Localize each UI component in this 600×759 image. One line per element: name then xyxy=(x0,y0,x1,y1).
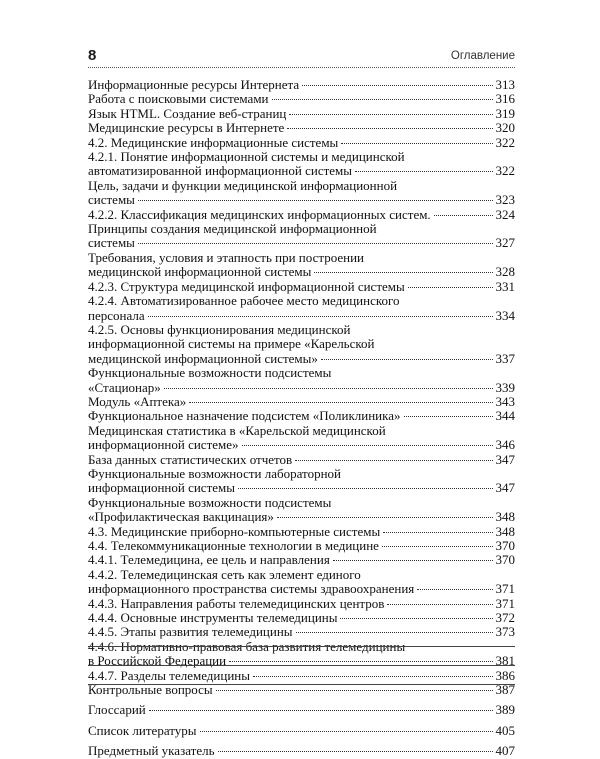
toc-entry-line xyxy=(88,136,515,150)
toc-entry-line xyxy=(88,703,515,717)
toc-page-number: 322 xyxy=(495,134,515,150)
toc-entry[interactable] xyxy=(88,92,515,106)
toc-entry[interactable] xyxy=(88,703,515,717)
dot-leader xyxy=(355,171,493,172)
toc-entry[interactable] xyxy=(88,136,515,150)
dot-leader xyxy=(434,215,493,216)
toc-entry[interactable] xyxy=(88,611,515,625)
toc-entry-title: Модуль «Аптека» xyxy=(88,393,187,409)
toc-entry[interactable] xyxy=(88,496,515,525)
dot-leader xyxy=(287,128,492,129)
toc-entry-title: Язык HTML. Создание веб-страниц xyxy=(88,105,287,121)
toc-entry-title: Список литературы xyxy=(88,722,197,738)
toc-entry-line xyxy=(88,352,515,366)
toc-page-number: 389 xyxy=(495,702,515,718)
toc-entry[interactable] xyxy=(88,625,515,639)
toc-entry-line xyxy=(88,683,515,697)
toc-entry-title: 4.4.3. Направления работы телемедицинских центров xyxy=(88,595,385,611)
toc-page-number: 319 xyxy=(495,105,515,121)
dot-leader xyxy=(295,460,492,461)
page-header xyxy=(88,47,515,69)
toc-entry-title: 4.4. Телекоммуникационные технологии в медицине xyxy=(88,538,379,553)
toc-entry[interactable] xyxy=(88,568,515,597)
toc-entry-title: Цель, задачи и функции медицинской информационной xyxy=(88,177,398,193)
toc-entry[interactable] xyxy=(88,222,515,251)
dot-leader xyxy=(333,560,493,561)
toc-entry-title: системы xyxy=(88,192,135,208)
toc-entry[interactable] xyxy=(88,294,515,323)
toc-entry-line xyxy=(88,553,515,567)
dot-leader xyxy=(218,751,493,752)
toc-entry-line xyxy=(88,366,515,380)
toc-page-number: 313 xyxy=(495,77,515,92)
toc-entry-line xyxy=(88,236,515,250)
dot-leader xyxy=(189,402,492,403)
toc-page-number: 381 xyxy=(495,653,515,669)
toc-entry[interactable] xyxy=(88,366,515,395)
toc-page-number: 327 xyxy=(495,235,515,251)
toc-entry-title: 4.2.4. Автоматизированное рабочее место медицинского xyxy=(88,293,400,309)
toc-entry-title: информационной системе» xyxy=(88,437,239,453)
toc-entry[interactable] xyxy=(88,453,515,467)
running-title: Оглавление xyxy=(450,50,515,62)
toc-entry-title: 4.4.5. Этапы развития телемедицины xyxy=(88,624,293,640)
toc-entry-title: 4.4.6. Нормативно-правовая база развития телемедицины xyxy=(88,638,406,654)
toc-entry[interactable] xyxy=(88,669,515,683)
toc-entry-line xyxy=(88,107,515,121)
dot-leader xyxy=(408,287,493,288)
toc-page-number: 337 xyxy=(495,350,515,366)
toc-page-number: 387 xyxy=(495,682,515,698)
toc-entry-title: 4.3. Медицинские приборно-компьютерные системы xyxy=(88,523,381,539)
toc-page-number: 347 xyxy=(495,480,515,496)
toc-entry[interactable] xyxy=(88,121,515,135)
dot-leader xyxy=(340,618,492,619)
toc-entry-line xyxy=(88,280,515,294)
toc-entry[interactable] xyxy=(88,409,515,423)
toc-entry-line xyxy=(88,222,515,236)
toc-page-number: 334 xyxy=(495,307,515,323)
toc-page-number: 316 xyxy=(495,91,515,107)
toc-page-number: 372 xyxy=(495,610,515,626)
separator-line xyxy=(88,665,515,666)
toc-entry-title: Глоссарий xyxy=(88,702,146,718)
dot-leader xyxy=(302,85,492,86)
toc-entry-title: Медицинские ресурсы в Интернете xyxy=(88,120,285,136)
toc-entry-title: Требования, условия и этапность при построении xyxy=(88,249,364,265)
toc-entry-line xyxy=(88,510,515,524)
toc-entry-title: 4.4.4. Основные инструменты телемедицины xyxy=(88,610,338,626)
toc-entry-line xyxy=(88,424,515,438)
toc-entry-line xyxy=(88,625,515,639)
toc-entry-title: 4.2. Медицинские информационные системы xyxy=(88,134,339,150)
toc-entry-title: 4.2.2. Классификация медицинских информационных систем. xyxy=(88,206,431,222)
toc-entry-line xyxy=(88,92,515,106)
toc-page-number: 371 xyxy=(495,581,515,597)
toc-page-number: 373 xyxy=(495,624,515,640)
toc-page-number: 348 xyxy=(495,523,515,539)
toc-entry[interactable] xyxy=(88,744,515,758)
toc-page-number: 348 xyxy=(495,509,515,525)
toc-entry-line xyxy=(88,744,515,758)
toc-entry-line xyxy=(88,724,515,738)
toc-entry-title: «Стационар» xyxy=(88,379,161,395)
toc-entry-title: 4.2.1. Понятие информационной системы и медицинской xyxy=(88,149,405,165)
dot-leader xyxy=(289,114,492,115)
toc-entry-title: медицинской информационной системы xyxy=(88,264,312,280)
toc-entry-line xyxy=(88,150,515,164)
toc-entry[interactable] xyxy=(88,597,515,611)
toc-entry[interactable] xyxy=(88,150,515,179)
dot-leader xyxy=(229,661,492,662)
toc-entry[interactable] xyxy=(88,424,515,453)
toc-page-number: 328 xyxy=(495,264,515,280)
toc-entry-line xyxy=(88,669,515,683)
toc-entry-title: медицинской информационной системы» xyxy=(88,350,318,366)
toc-entry[interactable] xyxy=(88,323,515,366)
toc-entry-line xyxy=(88,179,515,193)
toc-page-number: 371 xyxy=(495,595,515,611)
toc-page-number: 347 xyxy=(495,451,515,467)
toc-entry-line xyxy=(88,640,515,654)
toc-entry[interactable] xyxy=(88,179,515,208)
toc-page-number: 324 xyxy=(495,206,515,222)
toc-page-number: 323 xyxy=(495,192,515,208)
toc-entry[interactable] xyxy=(88,280,515,294)
toc-entry-title: информационного пространства системы здравоохранения xyxy=(88,581,415,597)
toc-entry-line xyxy=(88,208,515,222)
toc-page-number: 407 xyxy=(495,743,515,759)
page-number: 8 xyxy=(88,47,97,64)
toc-entry-title: 4.4.2. Телемедицинская сеть как элемент единого xyxy=(88,566,361,582)
toc-entry-title: Функциональные возможности лабораторной xyxy=(88,465,341,481)
dot-leader xyxy=(164,388,493,389)
dot-leader xyxy=(296,632,493,633)
dot-leader xyxy=(321,359,493,360)
toc-page-number: 386 xyxy=(495,667,515,683)
toc-entry-title: Работа с поисковыми системами xyxy=(88,91,269,107)
toc-entry-line xyxy=(88,654,515,668)
toc-entry-line xyxy=(88,438,515,452)
toc-entry[interactable] xyxy=(88,467,515,496)
toc-entry[interactable] xyxy=(88,683,515,697)
toc-entry-line xyxy=(88,611,515,625)
dot-leader xyxy=(383,532,492,533)
toc-entry-line xyxy=(88,337,515,351)
toc-entry-line xyxy=(88,381,515,395)
toc-entry[interactable] xyxy=(88,107,515,121)
toc-entry[interactable] xyxy=(88,724,515,738)
toc-entry-line xyxy=(88,409,515,423)
toc-entry-line xyxy=(88,265,515,279)
toc-entry-line xyxy=(88,525,515,539)
toc-page-number: 370 xyxy=(495,552,515,568)
toc-entry-title: База данных статистических отчетов xyxy=(88,451,293,467)
toc-entry[interactable] xyxy=(88,251,515,280)
toc-entry-line xyxy=(88,121,515,135)
toc-entry-title: информационной системы xyxy=(88,480,235,496)
dot-leader xyxy=(314,272,492,273)
toc-entry-title: системы xyxy=(88,235,135,251)
toc-page-number: 405 xyxy=(495,722,515,738)
dot-leader xyxy=(242,445,493,446)
toc-entry-line xyxy=(88,481,515,495)
toc-entry-line xyxy=(88,193,515,207)
toc-page-number: 343 xyxy=(495,393,515,409)
toc-entry-line xyxy=(88,323,515,337)
dot-leader xyxy=(253,676,493,677)
dot-leader xyxy=(417,589,492,590)
dot-leader xyxy=(138,243,493,244)
dot-leader xyxy=(148,316,493,317)
toc-entry-title: Медицинская статистика в «Карельской медицинской xyxy=(88,422,386,438)
toc-entry-line xyxy=(88,496,515,510)
toc-entry-line xyxy=(88,78,515,92)
toc-entry-title: Информационные ресурсы Интернета xyxy=(88,77,300,92)
toc-entry[interactable] xyxy=(88,525,515,539)
dot-leader xyxy=(382,546,493,547)
header-dotted-rule xyxy=(88,67,515,68)
toc-page-number: 322 xyxy=(495,163,515,179)
toc-entry-line xyxy=(88,539,515,553)
toc-page-number: 346 xyxy=(495,437,515,453)
toc-entry-line xyxy=(88,294,515,308)
toc-entry-title: Функциональные возможности подсистемы xyxy=(88,365,332,381)
toc-page-number: 339 xyxy=(495,379,515,395)
toc-entry-line xyxy=(88,395,515,409)
toc-entry-line xyxy=(88,582,515,596)
toc-entry-title: автоматизированной информационной системы xyxy=(88,163,352,179)
toc-entry-line xyxy=(88,597,515,611)
toc-entry-title: 4.4.1. Телемедицина, ее цель и направления xyxy=(88,552,330,568)
toc-entry-title: «Профилактическая вакцинация» xyxy=(88,509,274,525)
toc-entry-title: 4.2.5. Основы функционирования медицинской xyxy=(88,321,351,337)
dot-leader xyxy=(404,416,493,417)
dot-leader xyxy=(138,200,493,201)
toc-page-number: 370 xyxy=(495,538,515,553)
toc-page-number: 331 xyxy=(495,278,515,294)
toc-entry[interactable] xyxy=(88,553,515,567)
toc-entry-title: Принципы создания медицинской информационной xyxy=(88,221,377,237)
toc-entry-title: Функциональное назначение подсистем «Поликлиника» xyxy=(88,408,401,424)
toc-entry-title: в Российской Федерации xyxy=(88,653,227,669)
dot-leader xyxy=(277,517,493,518)
toc-entry-line xyxy=(88,309,515,323)
toc-entry-line xyxy=(88,467,515,481)
toc-entry-title: Предметный указатель xyxy=(88,743,215,759)
dot-leader xyxy=(216,690,493,691)
toc-page-number: 344 xyxy=(495,408,515,424)
toc-entry[interactable] xyxy=(88,208,515,222)
dot-leader xyxy=(341,143,492,144)
dot-leader xyxy=(238,488,493,489)
table-of-contents xyxy=(88,78,515,759)
dot-leader xyxy=(200,731,493,732)
toc-entry-line xyxy=(88,251,515,265)
toc-entry-title: информационной системы на примере «Карельской xyxy=(88,336,375,352)
toc-entry[interactable] xyxy=(88,78,515,92)
toc-entry-line xyxy=(88,164,515,178)
toc-page-number: 320 xyxy=(495,120,515,136)
toc-entry[interactable] xyxy=(88,395,515,409)
toc-entry-line xyxy=(88,568,515,582)
dot-leader xyxy=(387,604,492,605)
separator-line xyxy=(88,684,515,685)
toc-entry-title: Контрольные вопросы xyxy=(88,682,213,698)
toc-entry-title: 4.4.7. Разделы телемедицины xyxy=(88,667,250,683)
toc-entry[interactable] xyxy=(88,539,515,553)
dot-leader xyxy=(149,710,493,711)
toc-entry-line xyxy=(88,453,515,467)
toc-entry-title: Функциональные возможности подсистемы xyxy=(88,494,332,510)
toc-entry-title: 4.2.3. Структура медицинской информационной системы xyxy=(88,278,405,294)
toc-entry-title: персонала xyxy=(88,307,145,323)
dot-leader xyxy=(272,99,493,100)
separator-line xyxy=(88,646,515,647)
